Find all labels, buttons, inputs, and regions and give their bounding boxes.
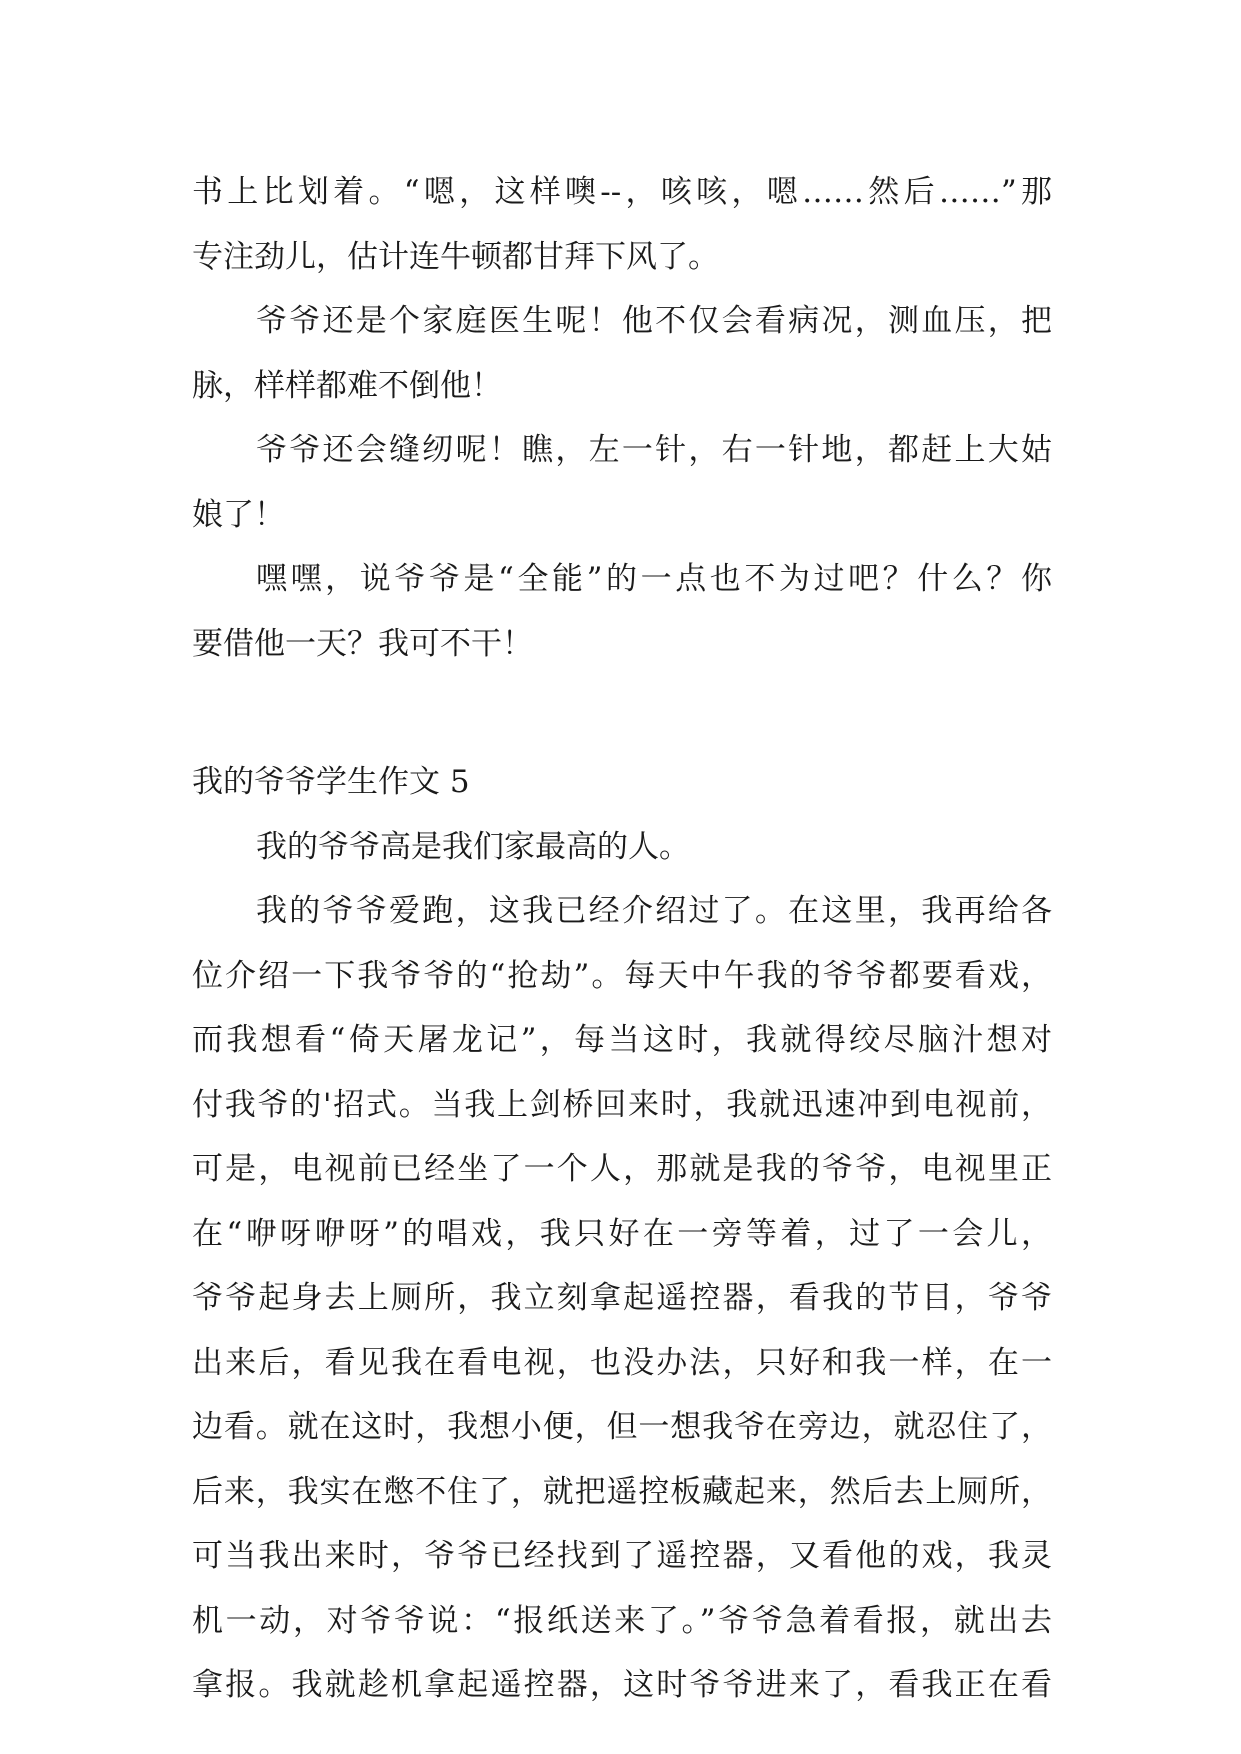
text-line: 机一动，对爷爷说：“报纸送来了。”爷爷急着看报，就出去 [192, 1602, 1052, 1639]
text-line: 我的爷爷爱跑，这我已经介绍过了。在这里，我再给各 [256, 893, 1052, 929]
text-line: 爷爷还是个家庭医生呢！他不仅会看病况，测血压，把 [256, 303, 1052, 339]
text-line: 后来，我实在憋不住了，就把遥控板藏起来，然后去上厕所， [192, 1473, 1052, 1510]
text-line: 爷爷还会缝纫呢！瞧，左一针，右一针地，都赶上大姑 [256, 432, 1052, 468]
text-line: 娘了！ [192, 496, 285, 533]
paragraph [192, 418, 1052, 547]
paragraph [192, 160, 1052, 289]
paragraph [192, 815, 1052, 880]
text-line: 付我爷的'招式。当我上剑桥回来时，我就迅速冲到电视前， [192, 1086, 1052, 1123]
text-line: 可是，电视前已经坐了一个人，那就是我的爷爷，电视里正 [192, 1151, 1052, 1187]
text-line: 可当我出来时，爷爷已经找到了遥控器，又看他的戏，我灵 [192, 1538, 1052, 1574]
section-spacer [192, 676, 1052, 750]
text-line: 位介绍一下我爷爷的“抢劫”。每天中午我的爷爷都要看戏， [192, 957, 1052, 994]
text-line: 我的爷爷高是我们家最高的人。 [256, 828, 690, 865]
paragraph [192, 547, 1052, 676]
text-line: 边看。就在这时，我想小便，但一想我爷在旁边，就忍住了， [192, 1409, 1052, 1445]
text-line: 出来后，看见我在看电视，也没办法，只好和我一样，在一 [192, 1344, 1052, 1381]
text-line: 在“咿呀咿呀”的唱戏，我只好在一旁等着，过了一会儿， [192, 1215, 1052, 1252]
text-line: 书上比划着。“嗯，这样噢--，咳咳，嗯……然后……”那 [192, 174, 1052, 210]
text-line: 爷爷起身去上厕所，我立刻拿起遥控器，看我的节目，爷爷 [192, 1280, 1052, 1316]
text-line: 专注劲儿，估计连牛顿都甘拜下风了。 [192, 238, 719, 275]
paragraph [192, 289, 1052, 418]
document-page [192, 160, 1052, 1718]
section-heading: 我的爷爷学生作文 5 [192, 764, 470, 800]
paragraph [192, 879, 1052, 1718]
text-line: 拿报。我就趁机拿起遥控器，这时爷爷进来了，看我正在看 [192, 1667, 1052, 1703]
text-line: 而我想看“倚天屠龙记”，每当这时，我就得绞尽脑汁想对 [192, 1022, 1052, 1058]
text-line: 嘿嘿，说爷爷是“全能”的一点也不为过吧？什么？你 [256, 561, 1052, 597]
text-line: 脉，样样都难不倒他！ [192, 367, 502, 404]
text-line: 要借他一天？我可不干！ [192, 625, 533, 662]
